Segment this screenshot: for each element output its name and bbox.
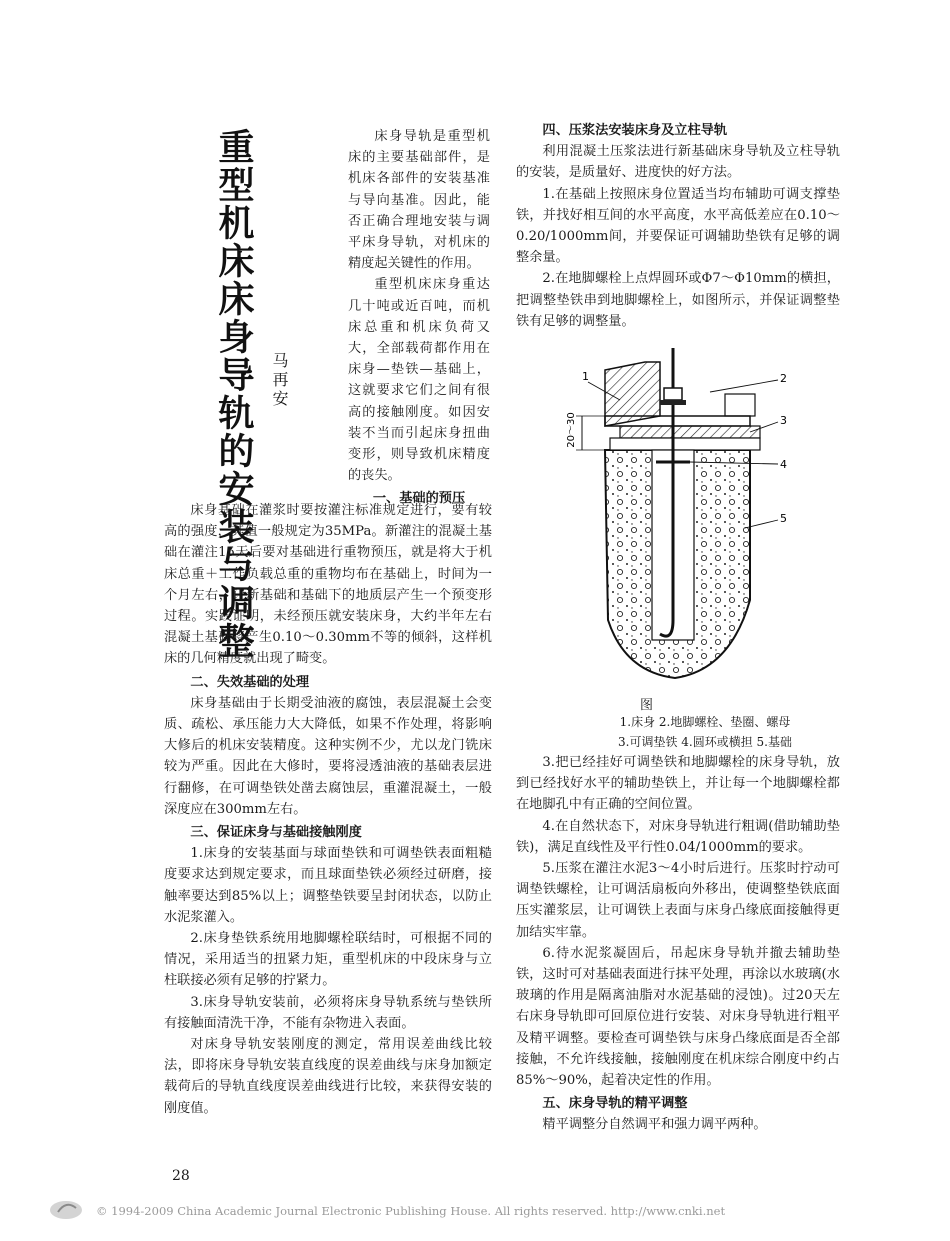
figure-caption — [560, 712, 850, 752]
section4-paragraph-5: 4.在自然状态下，对床身导轨进行粗调(借助辅助垫铁)，满足直线性及平行性0.04/1000mm的要求。 — [516, 818, 840, 855]
left-column — [164, 500, 492, 1119]
copyright-footer: © 1994-2009 China Academic Journal Electronic Publishing House. All rights reserved. http://www.cnki.net — [96, 1204, 726, 1218]
section1-paragraph: 床身基础在灌浆时要按灌注标准规定进行，要有较高的强度，其值一般规定为35MPa。新灌注的混凝土基础在灌注15天后要对基础进行重物预压，就是将大于机床总重＋工作负载总重的重物均布在基础上，时间为一个月左右，让新基础和基础下的地质层产生一个预变形过程。实践证明，未经预压就安装床身，大约半年左右混凝土基础将产生0.10～0.30mm不等的倾斜，这样机床的几何精度就出现了畸变。 — [164, 503, 492, 667]
foundation-diagram — [560, 330, 810, 690]
section1-heading: 一、基础的预压 — [372, 491, 466, 507]
section5-paragraph: 精平调整分自然调平和强力调平两种。 — [542, 1117, 767, 1133]
figure-label-3: 3 — [780, 414, 787, 427]
publisher-logo-icon — [46, 1196, 92, 1222]
base-plate — [610, 438, 760, 450]
page-number: 28 — [172, 1168, 190, 1184]
section4-paragraph-2: 1.在基础上按照床身位置适当均布辅助可调支撑垫铁，并找好相互间的水平高度，水平高低差应在0.10～0.20/1000mm间，并要保证可调辅助垫铁有足够的调整余量。 — [516, 186, 840, 266]
article-title: 重型机床床身导轨的安装与调整 — [213, 128, 254, 660]
bolt-nut — [664, 388, 682, 400]
intro-paragraph-1: 床身导轨是重型机床的主要基础部件，是机床各部件的安装基准与导向基准。因此，能否正确合理地安装与调平床身导轨，对机床的精度起关键性的作用。 — [348, 129, 490, 272]
section3-paragraph-3: 3.床身导轨安装前，必须将床身导轨系统与垫铁所有接触面清洗干净，不能有杂物进入表面。 — [164, 994, 492, 1031]
section4-paragraph-6: 5.压浆在灌注水泥3～4小时后进行。压浆时拧动可调垫铁螺栓，让可调活扇板向外移出，使调整垫铁底面压实灌浆层，让可调铁上表面与床身凸缘底面接触得更加结实牢靠。 — [516, 861, 840, 940]
bolt-washer — [660, 400, 686, 405]
section3-paragraph-4: 对床身导轨安装刚度的测定，常用误差曲线比较法，即将床身导轨安装直线度的误差曲线与床身加额定载荷后的导轨直线度误差曲线进行比较，来获得安装的刚度值。 — [164, 1037, 492, 1116]
intro-paragraph-2: 重型机床床身重达几十吨或近百吨，而机床总重和机床负荷又大，全部载荷都作用在床身—垫铁—基础上，这就要求它们之间有很高的接触刚度。如因安装不当而引起床身扭曲变形，则导致机床精度的丧失。 — [348, 277, 490, 484]
caption-line-2: 3.可调垫铁 4.圆环或横担 5.基础 — [618, 735, 792, 749]
figure-label-1: 1 — [582, 370, 589, 383]
section4-paragraph-4: 3.把已经挂好可调垫铁和地脚螺栓的床身导轨，放到已经找好水平的辅助垫铁上，并让每一个地脚螺栓都在地脚孔中有正确的空间位置。 — [516, 755, 840, 813]
section3-heading: 三、保证床身与基础接触刚度 — [190, 825, 362, 841]
section3-paragraph-2: 2.床身垫铁系统用地脚螺栓联结时，可根据不同的情况，采用适当的扭紧力矩，重型机床的中段床身与立柱联接必须有足够的拧紧力。 — [164, 931, 492, 989]
caption-line-1: 1.床身 2.地脚螺栓、垫圈、螺母 — [619, 715, 791, 729]
section4-heading: 四、压浆法安装床身及立柱导轨 — [542, 123, 728, 138]
section3-paragraph-1: 1.床身的安装基面与球面垫铁和可调垫铁表面粗糙度要求达到规定要求，而且球面垫铁必须经过研磨，接触率要达到85%以上；调整垫铁要呈封闭状态，以防止水泥浆灌入。 — [164, 846, 492, 925]
right-column-bottom — [516, 752, 840, 1136]
adjustable-shim — [620, 426, 760, 438]
section5-heading: 五、床身导轨的精平调整 — [542, 1096, 688, 1112]
figure-label-2: 2 — [780, 372, 787, 385]
intro-column — [348, 126, 490, 510]
section4-paragraph-1: 利用混凝土压浆法进行新基础床身导轨及立柱导轨的安装，是质量好、进度快的好方法。 — [516, 144, 840, 181]
section2-heading: 二、失效基础的处理 — [190, 674, 310, 690]
figure-label-4: 4 — [780, 458, 787, 471]
dimension-label: 20～30 — [566, 412, 577, 448]
author-name: 马再安 — [270, 352, 289, 409]
right-column-top — [516, 118, 840, 332]
section2-paragraph: 床身基础由于长期受油液的腐蚀，表层混凝土会变质、疏松、承压能力大大降低，如果不作处理，将影响大修后的机床安装精度。这种实例不少，尤以龙门铣床较为严重。因此在大修时，要将浸透油液的基础表层进行翻修，在可调垫铁处凿去腐蚀层，重灌混凝土，一般深度应在300mm左右。 — [164, 695, 492, 817]
figure-title: 图 — [640, 698, 654, 713]
figure-label-5: 5 — [780, 512, 787, 525]
section4-paragraph-3: 2.在地脚螺栓上点焊圆环或Φ7～Φ10mm的横担，把调整垫铁串到地脚螺栓上，如图所示，并保证调整垫铁有足够的调整量。 — [516, 271, 840, 329]
section4-paragraph-7: 6.待水泥浆凝固后，吊起床身导轨并撤去辅助垫铁，这时可对基础表面进行抹平处理，再涂以水玻璃(水玻璃的作用是隔离油脂对水泥基础的浸蚀)。过20天左右床身导轨即可回原位进行安装、对床身导轨进行粗平及精平调整。要检查可调垫铁与床身凸缘底面是否全部接触，不允许线接触，接触刚度在机床综合刚度中约占85%～90%，起着决定性的作用。 — [516, 945, 840, 1089]
right-plate — [725, 394, 755, 416]
